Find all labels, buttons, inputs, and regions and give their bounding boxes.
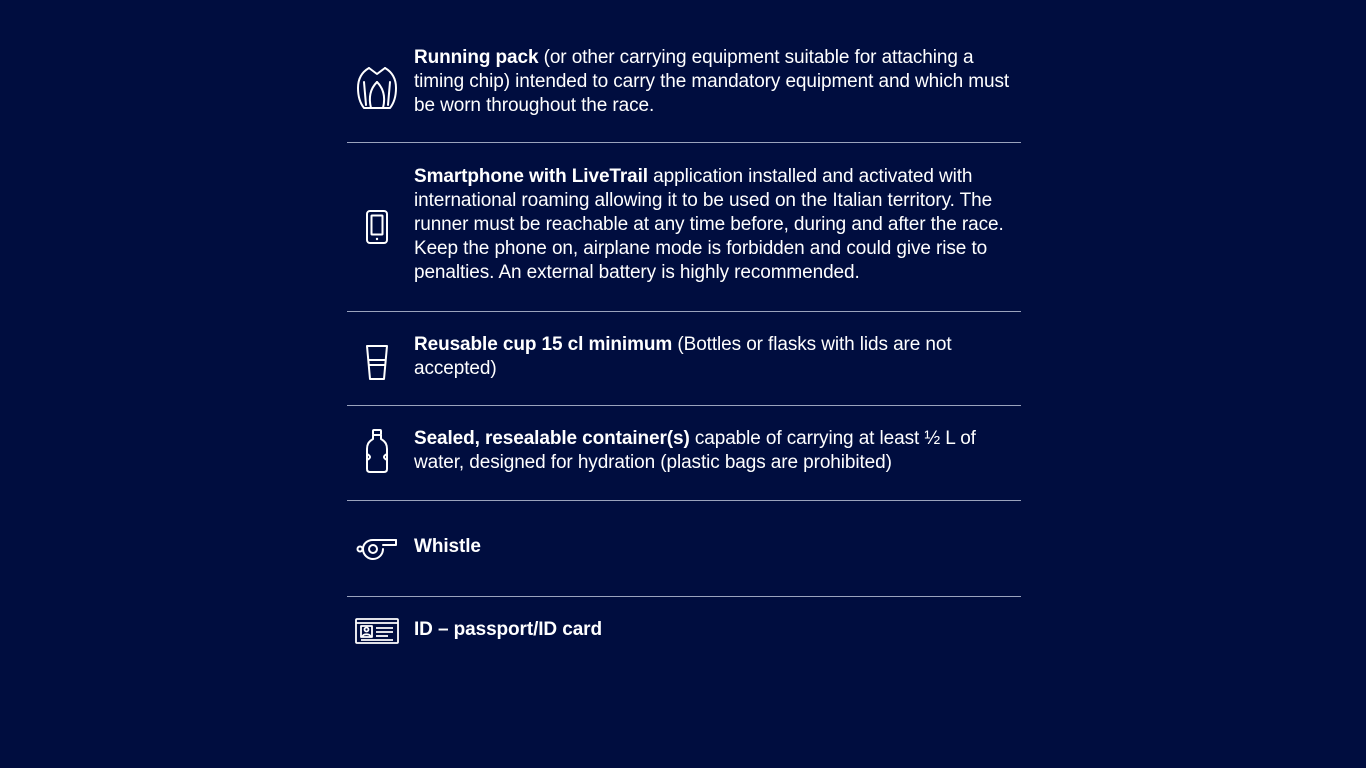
item-title: Running pack: [414, 47, 539, 68]
item-description: (Bottles or flasks with lids are not accepted): [414, 334, 952, 379]
item-title: ID – passport/ID card: [414, 619, 602, 640]
item-description: capable of carrying at least ½ L of water, designed for hydration (plastic bags are prohibited): [414, 428, 976, 473]
item-text: [414, 535, 1014, 559]
list-item-reusable-cup: [347, 312, 1021, 406]
list-item-whistle: [347, 501, 1021, 597]
water-bottle-icon: [355, 427, 399, 475]
item-text: [414, 618, 1014, 642]
list-item-water-container: [347, 406, 1021, 501]
item-text: [414, 165, 1014, 285]
mandatory-equipment-list: [347, 0, 1021, 667]
item-title: Whistle: [414, 536, 481, 557]
list-item-smartphone: [347, 143, 1021, 312]
item-text: [414, 46, 1014, 118]
list-item-id-card: [347, 597, 1021, 667]
item-text: [414, 427, 1014, 475]
whistle-icon: [355, 534, 399, 562]
item-description: application installed and activated with international roaming allowing it to be used on the Italian territory. The runner must be reachable at any time before, during and after the race. Keep the phone on, airplane mode is forbidden and could give rise to penalties. An external battery is highly recommended.: [414, 166, 1004, 283]
item-description: (or other carrying equipment suitable for attaching a timing chip) intended to carry the mandatory equipment and which must be worn throughout the race.: [414, 47, 1010, 116]
running-pack-icon: [355, 64, 399, 112]
cup-icon: [355, 343, 399, 381]
item-title: Reusable cup 15 cl minimum: [414, 334, 673, 355]
item-text: [414, 333, 1014, 381]
item-title: Sealed, resealable container(s): [414, 428, 690, 449]
id-card-icon: [355, 617, 399, 645]
list-item-running-pack: [347, 0, 1021, 143]
smartphone-icon: [355, 209, 399, 245]
item-title: Smartphone with LiveTrail: [414, 166, 648, 187]
